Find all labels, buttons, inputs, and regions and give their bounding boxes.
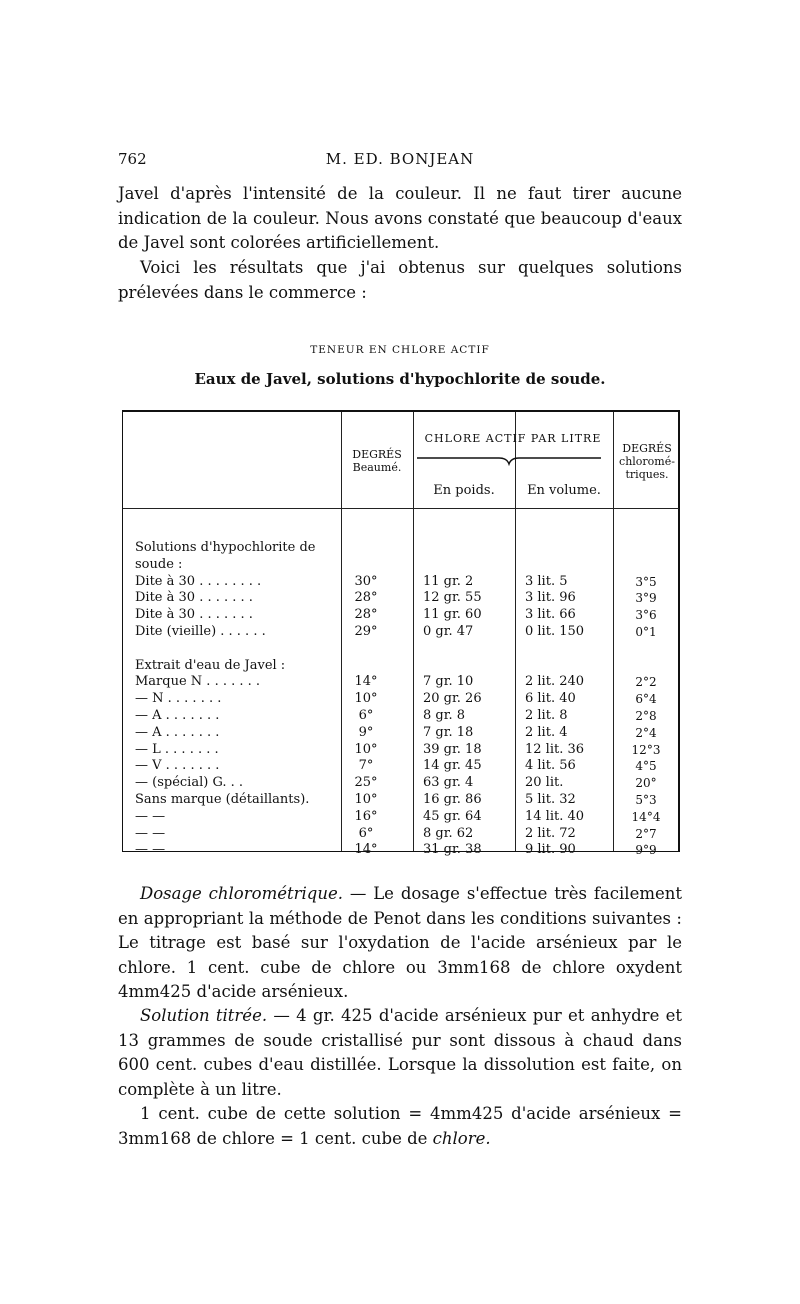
table-cell-chloro: 2°8: [635, 708, 657, 723]
table-cell-label: [135, 641, 345, 658]
table-cell-poids: 8 gr. 62: [423, 825, 474, 841]
table-cell-volume: 2 lit. 240: [525, 674, 585, 690]
table-cell-baume: 7°: [358, 758, 374, 774]
table-cell-label: — (spécial) G. . .: [135, 775, 244, 791]
column-labels: [135, 540, 345, 859]
table-cell-chloro: 0°1: [635, 624, 657, 639]
intro-paragraph-1: Javel d'après l'intensité de la couleur. Il ne faut tirer aucune indication de la couleur. Nous avons constaté que beaucoup d'eaux de Javel sont colorées artificiellement.: [118, 184, 682, 252]
table-cell-baume: [339, 658, 393, 675]
table-cell-label: — L . . . . . . .: [135, 741, 219, 757]
column-chloro: [617, 540, 675, 859]
table-cell-poids: [423, 641, 503, 658]
table-cell-chloro: [617, 658, 675, 675]
table-cell-chloro: 3°5: [635, 574, 657, 589]
table-cell-label: — —: [135, 825, 166, 841]
table-cell-label: — N . . . . . . .: [135, 691, 222, 707]
table-cell-chloro: 2°2: [635, 675, 657, 690]
table-cell-label: Dite à 30 . . . . . . .: [135, 590, 253, 606]
table-cell-label: soude :: [135, 556, 183, 572]
table-cell-baume: [339, 540, 393, 557]
table-cell-poids: [423, 540, 503, 557]
table-cell-baume: 10°: [354, 741, 378, 757]
table-cell-poids: [423, 557, 503, 574]
table-cell-baume: 25°: [354, 775, 378, 791]
dosage-text: — Le dosage s'effectue très facilement en appropriant la méthode de Penot dans les conditions suivantes : Le titrage est basé sur l'oxydation de l'acide arsénieux par le chlore. 1 cent. cube de chlore ou 3mm168 de chlore oxydent 4mm425 d'acide arsénieux.: [118, 884, 683, 1001]
table-cell-label: Dite (vieille) . . . . . .: [135, 623, 266, 639]
table-cell-chloro: 5°3: [635, 792, 657, 807]
table-cell-baume: 10°: [354, 691, 378, 707]
table-cell-chloro: 3°9: [635, 591, 657, 606]
equivalence-text: 1 cent. cube de cette solution = 4mm425 d'acide arsénieux = 3mm168 de chlore = 1 cent. cube de: [118, 1104, 682, 1148]
column-divider: [413, 412, 414, 851]
table-cell-poids: 31 gr. 38: [423, 842, 482, 858]
table-cell-chloro: 12°3: [631, 742, 661, 757]
table-cell-baume: 6°: [358, 707, 374, 723]
table-cell-poids: 7 gr. 10: [423, 674, 474, 690]
running-head: M. ED. BONJEAN: [325, 150, 475, 168]
header-poids: En poids.: [433, 483, 495, 498]
table-cell-volume: 2 lit. 8: [525, 707, 568, 723]
column-divider: [613, 412, 614, 851]
dosage-title: Dosage chlorométrique.: [140, 884, 343, 903]
solution-paragraph: [118, 1004, 682, 1102]
table-cell-poids: 8 gr. 8: [423, 707, 466, 723]
brace-graphic: [415, 452, 603, 466]
table-caption: TENEUR EN CHLORE ACTIF: [310, 344, 490, 356]
data-table: [122, 410, 680, 858]
equivalence-end: chlore.: [432, 1128, 491, 1148]
header-rule: [123, 508, 679, 509]
table-cell-poids: [423, 658, 503, 675]
table-cell-chloro: 6°4: [635, 692, 657, 707]
table-cell-volume: 12 lit. 36: [525, 741, 585, 757]
table-cell-volume: [525, 658, 611, 675]
table-cell-chloro: [617, 641, 675, 658]
header-chlore-actif: CHLORE ACTIF PAR LITRE: [424, 432, 602, 445]
table-cell-label: Sans marque (détaillants).: [135, 791, 310, 807]
table-cell-poids: 12 gr. 55: [423, 590, 482, 606]
table-cell-baume: 28°: [354, 590, 378, 606]
table-cell-volume: 3 lit. 5: [525, 573, 568, 589]
table-cell-chloro: 9°9: [635, 843, 657, 858]
table-cell-volume: 14 lit. 40: [525, 808, 585, 824]
table-cell-baume: 29°: [354, 623, 378, 639]
page-number: 762: [118, 150, 147, 168]
equivalence-paragraph: [118, 1102, 682, 1151]
table-cell-baume: 30°: [354, 573, 378, 589]
table-cell-label: — A . . . . . . .: [135, 724, 220, 740]
table-cell-poids: 20 gr. 26: [423, 691, 482, 707]
header-volume: En volume.: [527, 483, 601, 498]
table-cell-volume: 5 lit. 32: [525, 791, 576, 807]
table-cell-label: — V . . . . . . .: [135, 758, 220, 774]
table-cell-volume: [525, 540, 611, 557]
table-cell-poids: 45 gr. 64: [423, 808, 482, 824]
table-cell-poids: 39 gr. 18: [423, 741, 482, 757]
table-subtitle: Eaux de Javel, solutions d'hypochlorite de soude.: [194, 370, 606, 388]
table-cell-chloro: 2°7: [635, 826, 657, 841]
table-cell-chloro: [617, 557, 675, 574]
table-cell-poids: 0 gr. 47: [423, 623, 474, 639]
table-cell-baume: [339, 641, 393, 658]
table-cell-baume: 14°: [354, 842, 378, 858]
table-cell-chloro: 3°6: [635, 608, 657, 623]
table-cell-baume: 16°: [354, 808, 378, 824]
table-cell-poids: 16 gr. 86: [423, 791, 482, 807]
table-cell-chloro: 20°: [635, 776, 657, 791]
table-cell-label: Extrait d'eau de Javel :: [135, 657, 286, 673]
table-cell-baume: 6°: [358, 825, 374, 841]
table-cell-baume: 9°: [358, 724, 374, 740]
column-divider: [515, 412, 516, 851]
table-cell-baume: 28°: [354, 607, 378, 623]
table-cell-volume: 20 lit.: [525, 775, 564, 791]
table-cell-volume: 6 lit. 40: [525, 691, 576, 707]
header-baume: DEGRÉS Beaumé.: [352, 448, 402, 474]
table-cell-poids: 11 gr. 2: [423, 573, 474, 589]
solution-title: Solution titrée.: [140, 1006, 268, 1025]
table-cell-volume: 4 lit. 56: [525, 758, 576, 774]
table-cell-label: — —: [135, 842, 166, 858]
table-cell-baume: 14°: [354, 674, 378, 690]
dosage-paragraph: [118, 882, 682, 1005]
table-cell-poids: 14 gr. 45: [423, 758, 482, 774]
table-cell-label: — A . . . . . . .: [135, 707, 220, 723]
table-cell-poids: 63 gr. 4: [423, 775, 474, 791]
intro-paragraph-2: Voici les résultats que j'ai obtenus sur quelques solutions prélevées dans le commerce :: [118, 258, 682, 302]
table-cell-label: Marque N . . . . . . .: [135, 674, 261, 690]
table-cell-baume: [339, 557, 393, 574]
table-cell-chloro: 2°4: [635, 725, 657, 740]
table-cell-chloro: [617, 540, 675, 557]
page-header: [118, 150, 682, 172]
table-cell-chloro: 4°5: [635, 759, 657, 774]
column-baume: [339, 540, 393, 859]
table-cell-volume: 9 lit. 90: [525, 842, 576, 858]
column-poids: [423, 540, 503, 859]
table-cell-label: Dite à 30 . . . . . . .: [135, 607, 253, 623]
solution-text: — 4 gr. 425 d'acide arsénieux pur et anhydre et 13 grammes de soude cristallisé pur sont dissous à chaud dans 600 cent. cubes d'eau distillée. Lorsque la dissolution est faite, on complète à un litre.: [118, 1006, 683, 1099]
header-chloro: DEGRÉS chloromé-triques.: [619, 442, 675, 481]
table-cell-label: Dite à 30 . . . . . . . .: [135, 573, 262, 589]
column-volume: [525, 540, 611, 859]
table-cell-label: Solutions d'hypochlorite de: [135, 540, 316, 555]
table-cell-label: — —: [135, 808, 166, 824]
table-cell-volume: 2 lit. 4: [525, 724, 568, 740]
table-cell-baume: 10°: [354, 791, 378, 807]
table-cell-volume: 2 lit. 72: [525, 825, 576, 841]
table-cell-poids: 11 gr. 60: [423, 607, 482, 623]
table-cell-poids: 7 gr. 18: [423, 724, 474, 740]
table-cell-volume: 0 lit. 150: [525, 623, 585, 639]
table-cell-volume: [525, 641, 611, 658]
table-cell-chloro: 14°4: [631, 809, 661, 824]
table-cell-volume: 3 lit. 96: [525, 590, 576, 606]
table-cell-volume: [525, 557, 611, 574]
table-cell-volume: 3 lit. 66: [525, 607, 576, 623]
